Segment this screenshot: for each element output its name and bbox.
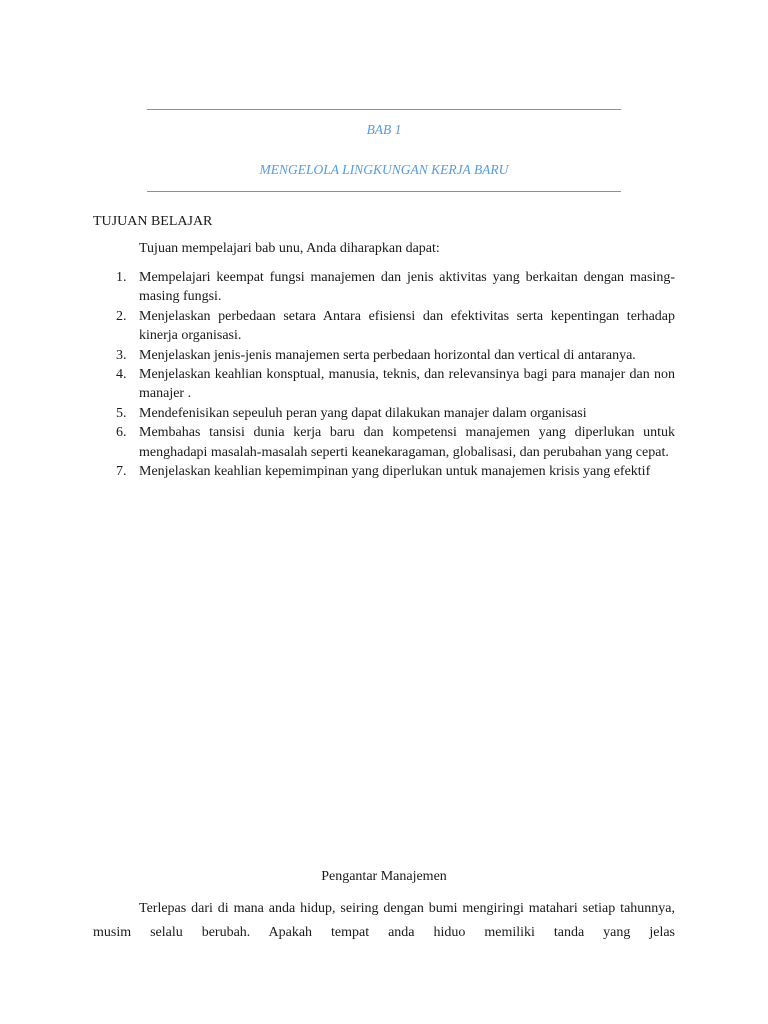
list-item-number: 7. bbox=[116, 464, 127, 480]
chapter-title: MENGELOLA LINGKUNGAN KERJA BARU bbox=[259, 162, 509, 177]
list-item-number: 2. bbox=[116, 308, 127, 324]
list-item-number: 1. bbox=[116, 270, 127, 285]
objectives-list bbox=[93, 268, 675, 481]
list-item-text: Membahas tansisi dunia kerja baru dan kompetensi manajemen yang diperlukan untuk menghadapi masalah-masalah seperti keanekaragaman, globalisasi, dan perubahan yang cepat. bbox=[139, 425, 675, 460]
chapter-bottom-rule bbox=[147, 191, 621, 192]
list-item-text: Menjelaskan keahlian kepemimpinan yang diperlukan untuk manajemen krisis yang efektif bbox=[139, 464, 651, 480]
chapter-label: BAB 1 bbox=[366, 122, 402, 137]
list-item bbox=[93, 307, 675, 346]
list-item-text: Menjelaskan jenis-jenis manajemen serta perbedaan horizontal dan vertical di antaranya. bbox=[139, 347, 636, 363]
list-item bbox=[93, 423, 675, 462]
list-item-text: Mempelajari keempat fungsi manajemen dan jenis aktivitas yang berkaitan dengan masing-masing fungsi. bbox=[139, 270, 675, 305]
list-item-text: Menjelaskan keahlian konsptual, manusia, teknis, dan relevansinya bagi para manajer dan non manajer . bbox=[139, 367, 675, 402]
list-item bbox=[93, 365, 675, 404]
objectives-intro: Tujuan mempelajari bab unu, Anda diharapkan dapat: bbox=[139, 241, 440, 256]
list-item-number: 4. bbox=[116, 367, 127, 383]
list-item bbox=[93, 462, 675, 481]
section-heading: Pengantar Manajemen bbox=[321, 869, 447, 884]
list-item bbox=[93, 268, 675, 307]
objectives-heading: TUJUAN BELAJAR bbox=[93, 214, 213, 229]
list-item-number: 5. bbox=[116, 405, 127, 421]
list-item-number: 6. bbox=[116, 425, 127, 441]
list-item bbox=[93, 404, 675, 423]
list-item-text: Mendefenisikan sepeuluh peran yang dapat dilakukan manajer dalam organisasi bbox=[139, 405, 587, 421]
body-paragraph: Terlepas dari di mana anda hidup, seiring dengan bumi mengiringi matahari setiap tahunnya, musim selalu berubah. Apakah tempat anda hiduo memiliki tanda yang jelas bbox=[93, 901, 675, 940]
list-item-number: 3. bbox=[116, 347, 127, 363]
list-item bbox=[93, 346, 675, 365]
list-item-text: Menjelaskan perbedaan setara Antara efisiensi dan efektivitas serta kepentingan terhadap kinerja organisasi. bbox=[139, 308, 675, 344]
chapter-top-rule bbox=[147, 109, 621, 110]
